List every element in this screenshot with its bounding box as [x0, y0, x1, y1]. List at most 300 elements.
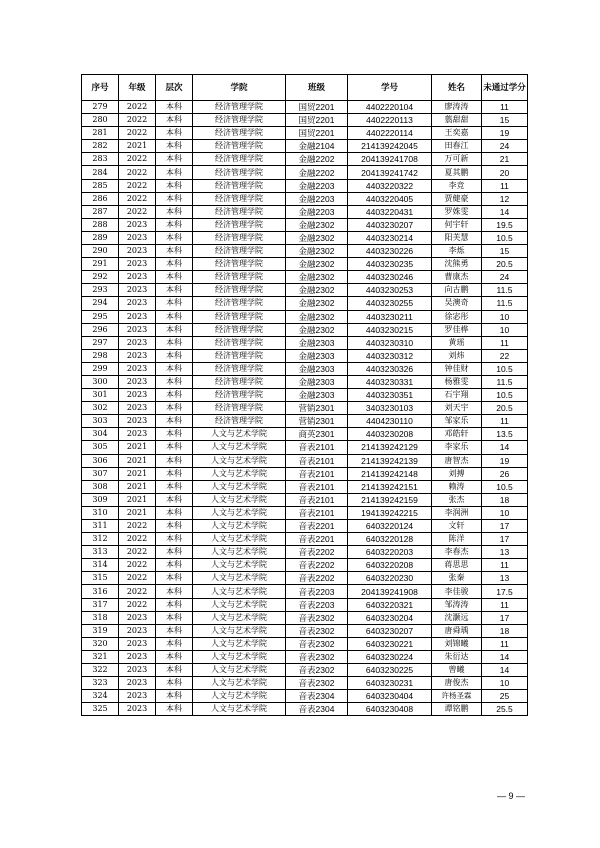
cell-seq: 317: [82, 598, 119, 611]
cell-failed-credits: 19: [482, 127, 528, 140]
cell-failed-credits: 17: [482, 520, 528, 533]
cell-grade: 2023: [119, 362, 156, 375]
cell-seq: 289: [82, 231, 119, 244]
cell-grade: 2023: [119, 323, 156, 336]
cell-seq: 284: [82, 166, 119, 179]
cell-failed-credits: 11.5: [482, 284, 528, 297]
cell-seq: 308: [82, 480, 119, 493]
cell-grade: 2023: [119, 271, 156, 284]
cell-failed-credits: 11.5: [482, 297, 528, 310]
cell-college: 人文与艺术学院: [193, 533, 286, 546]
cell-class: 音表2101: [286, 480, 348, 493]
cell-student-id: 214139242139: [348, 454, 432, 467]
cell-class: 金融2303: [286, 375, 348, 388]
cell-name: 朱衍达: [432, 650, 482, 663]
cell-seq: 296: [82, 323, 119, 336]
cell-level: 本科: [156, 389, 193, 402]
cell-name: 贾健豪: [432, 192, 482, 205]
cell-failed-credits: 14: [482, 205, 528, 218]
cell-student-id: 4404230110: [348, 415, 432, 428]
cell-level: 本科: [156, 703, 193, 716]
cell-college: 人文与艺术学院: [193, 703, 286, 716]
cell-grade: 2023: [119, 375, 156, 388]
header-level: 层次: [156, 75, 193, 101]
cell-failed-credits: 11: [482, 559, 528, 572]
cell-college: 经济管理学院: [193, 192, 286, 205]
cell-class: 音表2202: [286, 559, 348, 572]
cell-student-id: 4403220431: [348, 205, 432, 218]
cell-seq: 316: [82, 585, 119, 598]
cell-student-id: 6403230404: [348, 690, 432, 703]
header-failed-credits: 未通过学分: [482, 75, 528, 101]
cell-college: 人文与艺术学院: [193, 467, 286, 480]
cell-grade: 2023: [119, 310, 156, 323]
cell-name: 唐智杰: [432, 454, 482, 467]
cell-student-id: 204139241742: [348, 166, 432, 179]
cell-student-id: 4403230253: [348, 284, 432, 297]
cell-class: 音表2302: [286, 650, 348, 663]
cell-level: 本科: [156, 546, 193, 559]
table-row: [82, 297, 528, 310]
cell-student-id: 214139242159: [348, 493, 432, 506]
cell-level: 本科: [156, 258, 193, 271]
cell-name: 万可新: [432, 153, 482, 166]
cell-class: 音表2202: [286, 572, 348, 585]
cell-seq: 311: [82, 520, 119, 533]
cell-class: 音表2201: [286, 533, 348, 546]
cell-student-id: 6403230231: [348, 677, 432, 690]
table-row: [82, 140, 528, 153]
cell-grade: 2021: [119, 493, 156, 506]
cell-college: 经济管理学院: [193, 140, 286, 153]
cell-college: 经济管理学院: [193, 114, 286, 127]
table-row: [82, 153, 528, 166]
cell-grade: 2023: [119, 389, 156, 402]
cell-failed-credits: 19: [482, 454, 528, 467]
cell-name: 李烁: [432, 245, 482, 258]
cell-grade: 2022: [119, 559, 156, 572]
cell-college: 人文与艺术学院: [193, 677, 286, 690]
cell-student-id: 6403230207: [348, 624, 432, 637]
cell-student-id: 214139242129: [348, 441, 432, 454]
cell-student-id: 4403230310: [348, 336, 432, 349]
cell-student-id: 4403230326: [348, 362, 432, 375]
cell-seq: 287: [82, 205, 119, 218]
cell-grade: 2023: [119, 349, 156, 362]
cell-failed-credits: 17: [482, 533, 528, 546]
cell-student-id: 4402220113: [348, 114, 432, 127]
cell-name: 唐俊杰: [432, 677, 482, 690]
cell-failed-credits: 24: [482, 271, 528, 284]
cell-student-id: 194139242215: [348, 506, 432, 519]
cell-failed-credits: 11: [482, 415, 528, 428]
cell-level: 本科: [156, 140, 193, 153]
cell-level: 本科: [156, 624, 193, 637]
cell-student-id: 4402220114: [348, 127, 432, 140]
cell-seq: 290: [82, 245, 119, 258]
cell-level: 本科: [156, 179, 193, 192]
cell-level: 本科: [156, 271, 193, 284]
cell-name: 罗佳桦: [432, 323, 482, 336]
cell-class: 音表2302: [286, 624, 348, 637]
table-row: [82, 362, 528, 375]
table-row: [82, 559, 528, 572]
cell-student-id: 4402220104: [348, 101, 432, 114]
table-row: [82, 493, 528, 506]
cell-class: 音表2302: [286, 611, 348, 624]
cell-college: 人文与艺术学院: [193, 506, 286, 519]
cell-college: 人文与艺术学院: [193, 690, 286, 703]
cell-level: 本科: [156, 362, 193, 375]
cell-student-id: 3403230103: [348, 402, 432, 415]
cell-seq: 305: [82, 441, 119, 454]
cell-name: 翦甜甜: [432, 114, 482, 127]
cell-failed-credits: 14: [482, 664, 528, 677]
cell-student-id: 4403230351: [348, 389, 432, 402]
cell-failed-credits: 10.5: [482, 231, 528, 244]
header-college: 学院: [193, 75, 286, 101]
cell-college: 经济管理学院: [193, 402, 286, 415]
cell-grade: 2023: [119, 297, 156, 310]
cell-seq: 295: [82, 310, 119, 323]
cell-failed-credits: 13: [482, 546, 528, 559]
cell-student-id: 4403220322: [348, 179, 432, 192]
cell-class: 音表2302: [286, 677, 348, 690]
table-row: [82, 546, 528, 559]
cell-level: 本科: [156, 323, 193, 336]
table-row: [82, 336, 528, 349]
table-row: [82, 375, 528, 388]
cell-seq: 304: [82, 428, 119, 441]
cell-name: 邹家乐: [432, 415, 482, 428]
cell-grade: 2023: [119, 218, 156, 231]
table-row: [82, 271, 528, 284]
cell-class: 国贸2201: [286, 114, 348, 127]
cell-failed-credits: 11: [482, 637, 528, 650]
cell-level: 本科: [156, 493, 193, 506]
table-row: [82, 245, 528, 258]
cell-class: 音表2203: [286, 598, 348, 611]
cell-student-id: 6403230408: [348, 703, 432, 716]
cell-level: 本科: [156, 245, 193, 258]
header-class: 班级: [286, 75, 348, 101]
cell-name: 邹涛涛: [432, 598, 482, 611]
cell-student-id: 6403230224: [348, 650, 432, 663]
cell-grade: 2023: [119, 258, 156, 271]
cell-college: 人文与艺术学院: [193, 441, 286, 454]
cell-class: 国贸2201: [286, 127, 348, 140]
cell-level: 本科: [156, 637, 193, 650]
cell-level: 本科: [156, 480, 193, 493]
cell-level: 本科: [156, 441, 193, 454]
cell-student-id: 4403230207: [348, 218, 432, 231]
cell-level: 本科: [156, 310, 193, 323]
cell-class: 金融2302: [286, 297, 348, 310]
cell-grade: 2022: [119, 598, 156, 611]
cell-failed-credits: 18: [482, 493, 528, 506]
cell-failed-credits: 10.5: [482, 389, 528, 402]
cell-name: 廖涛涛: [432, 101, 482, 114]
cell-grade: 2021: [119, 467, 156, 480]
cell-seq: 286: [82, 192, 119, 205]
table-row: [82, 192, 528, 205]
cell-class: 金融2302: [286, 323, 348, 336]
cell-grade: 2022: [119, 192, 156, 205]
cell-level: 本科: [156, 690, 193, 703]
cell-class: 音表2101: [286, 454, 348, 467]
cell-college: 经济管理学院: [193, 245, 286, 258]
cell-name: 唐舜瑀: [432, 624, 482, 637]
cell-class: 商英2301: [286, 428, 348, 441]
table-row: [82, 166, 528, 179]
cell-failed-credits: 14: [482, 650, 528, 663]
cell-level: 本科: [156, 585, 193, 598]
cell-grade: 2022: [119, 179, 156, 192]
cell-grade: 2023: [119, 402, 156, 415]
cell-level: 本科: [156, 677, 193, 690]
cell-student-id: 6403220321: [348, 598, 432, 611]
cell-failed-credits: 10.5: [482, 362, 528, 375]
cell-level: 本科: [156, 192, 193, 205]
cell-seq: 280: [82, 114, 119, 127]
cell-grade: 2023: [119, 703, 156, 716]
cell-failed-credits: 12: [482, 192, 528, 205]
cell-student-id: 4403220405: [348, 192, 432, 205]
cell-seq: 298: [82, 349, 119, 362]
table-row: [82, 520, 528, 533]
cell-class: 金融2203: [286, 205, 348, 218]
cell-student-id: 6403220230: [348, 572, 432, 585]
cell-student-id: 4403230211: [348, 310, 432, 323]
cell-name: 李竞: [432, 179, 482, 192]
cell-college: 经济管理学院: [193, 349, 286, 362]
cell-seq: 323: [82, 677, 119, 690]
cell-class: 金融2302: [286, 258, 348, 271]
cell-grade: 2023: [119, 637, 156, 650]
cell-class: 音表2201: [286, 520, 348, 533]
cell-college: 经济管理学院: [193, 218, 286, 231]
cell-level: 本科: [156, 231, 193, 244]
cell-level: 本科: [156, 559, 193, 572]
cell-student-id: 6403220208: [348, 559, 432, 572]
cell-level: 本科: [156, 572, 193, 585]
cell-name: 谭铭鹏: [432, 703, 482, 716]
cell-seq: 307: [82, 467, 119, 480]
cell-level: 本科: [156, 402, 193, 415]
table-row: [82, 677, 528, 690]
cell-student-id: 4403230312: [348, 349, 432, 362]
cell-grade: 2022: [119, 533, 156, 546]
cell-name: 李家乐: [432, 441, 482, 454]
cell-college: 经济管理学院: [193, 101, 286, 114]
cell-student-id: 4403230214: [348, 231, 432, 244]
cell-level: 本科: [156, 375, 193, 388]
cell-name: 田春江: [432, 140, 482, 153]
cell-failed-credits: 18: [482, 624, 528, 637]
cell-seq: 301: [82, 389, 119, 402]
cell-failed-credits: 11: [482, 101, 528, 114]
cell-level: 本科: [156, 205, 193, 218]
table-row: [82, 284, 528, 297]
cell-name: 杨雅雯: [432, 375, 482, 388]
cell-class: 金融2303: [286, 349, 348, 362]
cell-student-id: 4403230255: [348, 297, 432, 310]
cell-name: 李春杰: [432, 546, 482, 559]
cell-failed-credits: 21: [482, 153, 528, 166]
cell-student-id: 4403230331: [348, 375, 432, 388]
table-row: [82, 441, 528, 454]
cell-failed-credits: 22: [482, 349, 528, 362]
cell-failed-credits: 10.5: [482, 480, 528, 493]
cell-level: 本科: [156, 166, 193, 179]
cell-student-id: 6403220203: [348, 546, 432, 559]
table-row: [82, 624, 528, 637]
cell-seq: 288: [82, 218, 119, 231]
cell-failed-credits: 10: [482, 310, 528, 323]
cell-college: 人文与艺术学院: [193, 611, 286, 624]
cell-name: 文轩: [432, 520, 482, 533]
cell-level: 本科: [156, 153, 193, 166]
cell-class: 音表2101: [286, 441, 348, 454]
cell-level: 本科: [156, 415, 193, 428]
cell-seq: 297: [82, 336, 119, 349]
cell-level: 本科: [156, 284, 193, 297]
cell-student-id: 6403220124: [348, 520, 432, 533]
cell-college: 经济管理学院: [193, 179, 286, 192]
cell-student-id: 214139242045: [348, 140, 432, 153]
table-row: [82, 467, 528, 480]
cell-name: 夏其鹏: [432, 166, 482, 179]
cell-student-id: 4403230235: [348, 258, 432, 271]
cell-name: 沈熊勇: [432, 258, 482, 271]
cell-failed-credits: 11: [482, 598, 528, 611]
cell-class: 金融2202: [286, 166, 348, 179]
cell-class: 金融2302: [286, 284, 348, 297]
cell-class: 金融2302: [286, 271, 348, 284]
cell-level: 本科: [156, 506, 193, 519]
table-row: [82, 533, 528, 546]
cell-failed-credits: 10: [482, 506, 528, 519]
cell-name: 徐宓彤: [432, 310, 482, 323]
cell-grade: 2023: [119, 677, 156, 690]
table-row: [82, 690, 528, 703]
cell-college: 人文与艺术学院: [193, 585, 286, 598]
cell-grade: 2023: [119, 690, 156, 703]
cell-seq: 293: [82, 284, 119, 297]
cell-college: 人文与艺术学院: [193, 559, 286, 572]
cell-grade: 2023: [119, 664, 156, 677]
cell-seq: 291: [82, 258, 119, 271]
cell-class: 营销2301: [286, 415, 348, 428]
cell-failed-credits: 10: [482, 677, 528, 690]
cell-college: 经济管理学院: [193, 231, 286, 244]
cell-grade: 2021: [119, 441, 156, 454]
cell-level: 本科: [156, 664, 193, 677]
cell-class: 金融2302: [286, 218, 348, 231]
cell-name: 陈洋: [432, 533, 482, 546]
table-row: [82, 323, 528, 336]
cell-name: 曾曦: [432, 664, 482, 677]
cell-failed-credits: 25: [482, 690, 528, 703]
cell-student-id: 6403230225: [348, 664, 432, 677]
cell-class: 音表2101: [286, 506, 348, 519]
cell-grade: 2022: [119, 572, 156, 585]
cell-seq: 320: [82, 637, 119, 650]
cell-college: 经济管理学院: [193, 284, 286, 297]
cell-class: 金融2203: [286, 179, 348, 192]
cell-class: 金融2302: [286, 245, 348, 258]
cell-level: 本科: [156, 297, 193, 310]
table-row: [82, 650, 528, 663]
table-row: [82, 664, 528, 677]
cell-failed-credits: 15: [482, 245, 528, 258]
cell-class: 音表2302: [286, 664, 348, 677]
header-name: 姓名: [432, 75, 482, 101]
cell-level: 本科: [156, 520, 193, 533]
cell-level: 本科: [156, 428, 193, 441]
cell-grade: 2022: [119, 585, 156, 598]
table-row: [82, 114, 528, 127]
cell-failed-credits: 11: [482, 336, 528, 349]
cell-seq: 303: [82, 415, 119, 428]
cell-college: 经济管理学院: [193, 297, 286, 310]
cell-class: 金融2302: [286, 231, 348, 244]
cell-seq: 312: [82, 533, 119, 546]
table-row: [82, 349, 528, 362]
cell-name: 阳芙慧: [432, 231, 482, 244]
cell-student-id: 4403230226: [348, 245, 432, 258]
table-row: [82, 637, 528, 650]
cell-failed-credits: 20.5: [482, 402, 528, 415]
table-row: [82, 598, 528, 611]
cell-failed-credits: 20: [482, 166, 528, 179]
cell-college: 人文与艺术学院: [193, 480, 286, 493]
cell-grade: 2022: [119, 127, 156, 140]
cell-college: 经济管理学院: [193, 271, 286, 284]
cell-seq: 321: [82, 650, 119, 663]
cell-seq: 283: [82, 153, 119, 166]
table-body: [82, 101, 528, 716]
cell-class: 金融2303: [286, 336, 348, 349]
table-row: [82, 611, 528, 624]
cell-name: 沈灏远: [432, 611, 482, 624]
cell-name: 张秦: [432, 572, 482, 585]
cell-student-id: 4403230246: [348, 271, 432, 284]
cell-student-id: 4403230208: [348, 428, 432, 441]
cell-name: 李润洲: [432, 506, 482, 519]
cell-grade: 2022: [119, 520, 156, 533]
table-row: [82, 428, 528, 441]
cell-student-id: 214139242148: [348, 467, 432, 480]
cell-name: 蒋思思: [432, 559, 482, 572]
cell-class: 金融2303: [286, 362, 348, 375]
cell-failed-credits: 13: [482, 572, 528, 585]
cell-grade: 2023: [119, 231, 156, 244]
cell-failed-credits: 19.5: [482, 218, 528, 231]
table-row: [82, 480, 528, 493]
cell-seq: 315: [82, 572, 119, 585]
cell-college: 人文与艺术学院: [193, 493, 286, 506]
cell-class: 营销2301: [286, 402, 348, 415]
cell-student-id: 204139241708: [348, 153, 432, 166]
cell-grade: 2023: [119, 624, 156, 637]
cell-college: 经济管理学院: [193, 389, 286, 402]
header-seq: 序号: [82, 75, 119, 101]
table-row: [82, 454, 528, 467]
cell-seq: 310: [82, 506, 119, 519]
header-grade: 年级: [119, 75, 156, 101]
table-row: [82, 506, 528, 519]
